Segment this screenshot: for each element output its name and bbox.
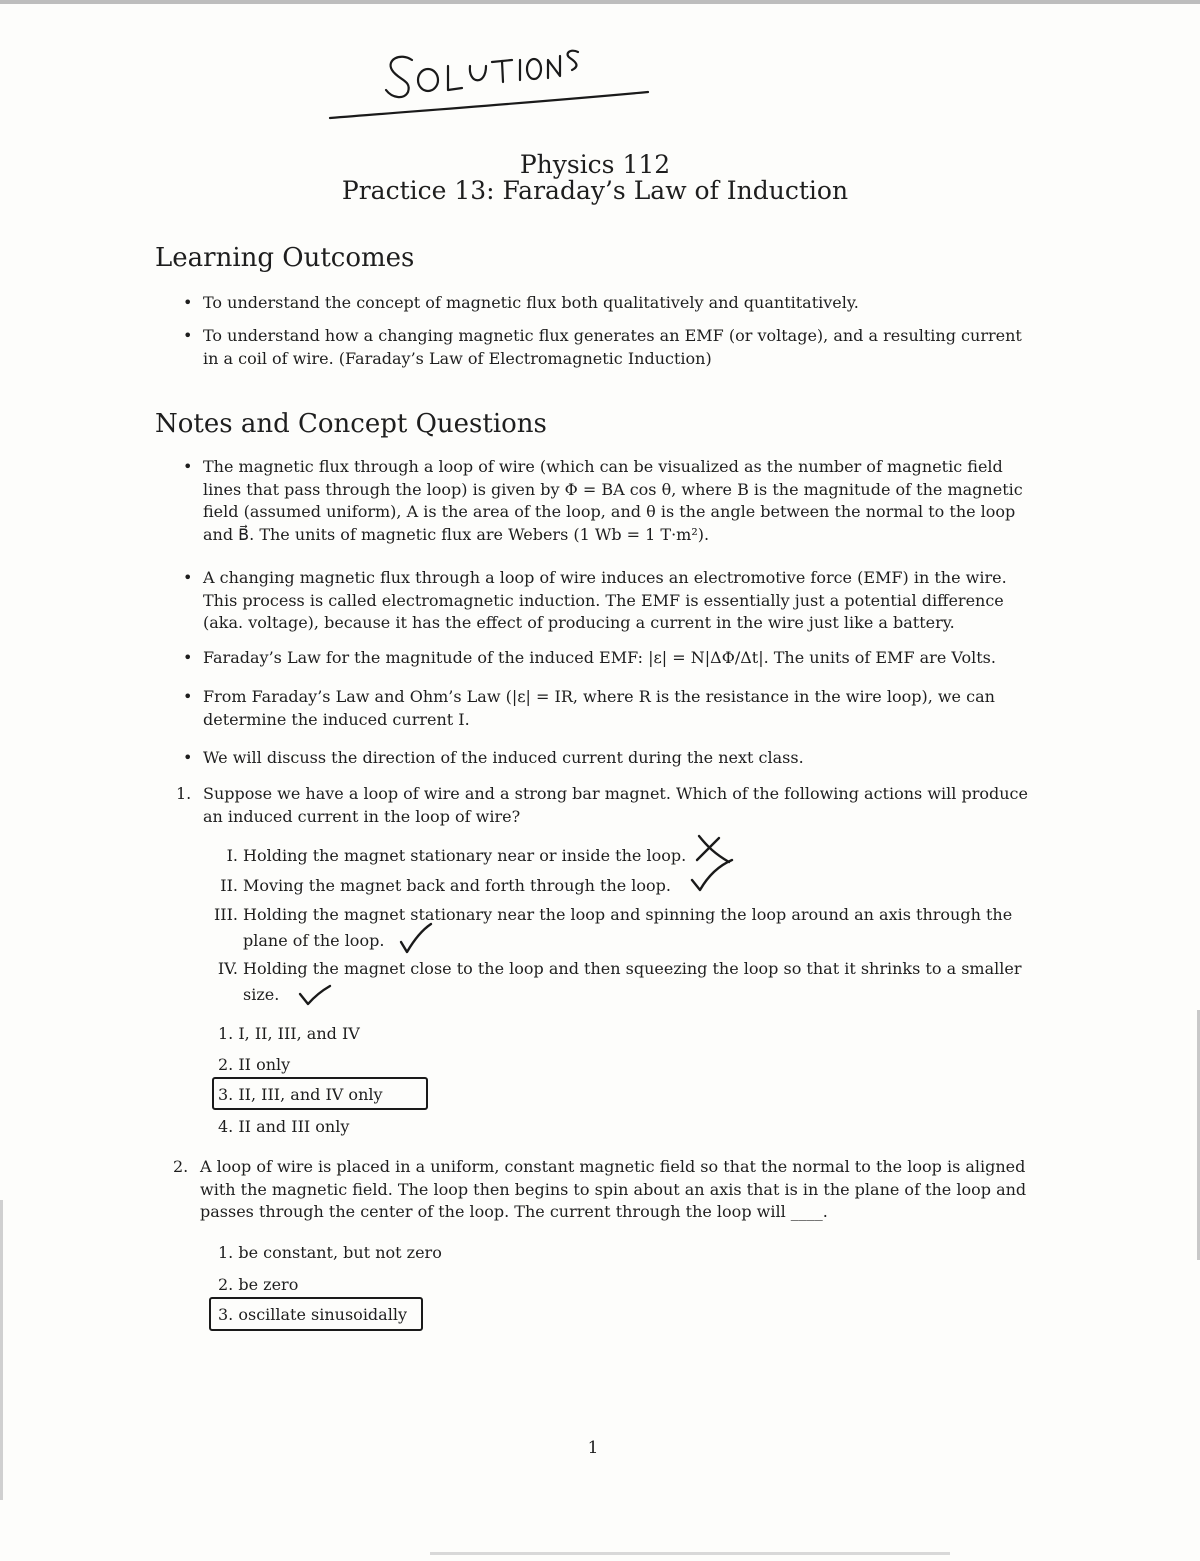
bullet: • <box>183 457 193 476</box>
statement-iii <box>213 902 1035 954</box>
q1-option-4: 4. II and III only <box>218 1117 350 1136</box>
statement-text: Moving the magnet back and forth through the loop. <box>243 876 672 895</box>
question-number: 1. <box>176 784 192 803</box>
q1-option-1: 1. I, II, III, and IV <box>218 1024 360 1043</box>
answer-box <box>212 1077 428 1110</box>
note-item: • A changing magnetic flux through a loop of wire induces an electromotive force (EMF) in the wire. This process is called electromagnetic induction. The EMF is essentially just a potential difference (aka. voltage), because it has the effect of producing a current in the wire just like a battery. <box>183 568 1007 632</box>
question-2 <box>173 1156 1035 1224</box>
question-1 <box>176 783 1038 828</box>
note-item: • Faraday’s Law for the magnitude of the induced EMF: |ε| = N|ΔΦ/Δt|. The units of EMF are Volts. <box>203 647 1038 670</box>
outcome-item: • To understand the concept of magnetic flux both qualitatively and quantitatively. <box>203 292 1038 315</box>
outcome-item: • To understand how a changing magnetic flux generates an EMF (or voltage), and a resulting current in a coil of wire. (Faraday’s Law of Electromagnetic Induction) <box>183 326 1022 368</box>
statement-numeral: III. <box>213 905 238 924</box>
check-mark-icon <box>398 922 434 956</box>
course-title: Physics 112 <box>519 150 671 179</box>
notes-heading: Notes and Concept Questions <box>155 409 547 439</box>
statement-i <box>226 843 1035 869</box>
statement-numeral: IV. <box>217 959 238 978</box>
learning-outcomes-heading: Learning Outcomes <box>155 243 415 273</box>
answer-box <box>209 1297 423 1331</box>
practice-title: Practice 13: Faraday’s Law of Induction <box>341 176 849 205</box>
statement-iv <box>217 956 1035 1008</box>
bullet: • <box>183 326 193 345</box>
note-item: • From Faraday’s Law and Ohm’s Law (|ε| = IR, where R is the resistance in the wire loop), we can determine the induced current I. <box>183 687 995 729</box>
bullet: • <box>183 568 193 587</box>
q2-option-2: 2. be zero <box>218 1275 299 1294</box>
q1-option-3: 3. II, III, and IV only <box>218 1085 383 1104</box>
bullet: • <box>183 293 193 312</box>
handwritten-solutions-label <box>320 40 660 130</box>
check-mark-icon <box>297 982 333 1008</box>
question-text: A loop of wire is placed in a uniform, constant magnetic field so that the normal to the loop is aligned with the magnetic field. The loop then begins to spin about an axis that is in the plane of the loop and passes through the center of the loop. The current through the loop will ____. <box>200 1157 1027 1221</box>
note-item: • We will discuss the direction of the induced current during the next class. <box>203 747 1038 770</box>
statement-text: Holding the magnet close to the loop and then squeezing the loop so that it shrinks to a smaller size. <box>243 959 1022 1004</box>
q2-option-3: 3. oscillate sinusoidally <box>218 1305 407 1324</box>
question-text: Suppose we have a loop of wire and a strong bar magnet. Which of the following actions will produce an induced current in the loop of wire? <box>203 784 1028 826</box>
statement-text: Holding the magnet stationary near or inside the loop. <box>243 846 687 865</box>
q1-option-2: 2. II only <box>218 1055 291 1074</box>
statement-text: Holding the magnet stationary near the loop and spinning the loop around an axis through the plane of the loop. <box>243 905 1013 950</box>
statement-numeral: I. <box>226 846 238 865</box>
bullet: • <box>183 687 193 706</box>
q2-option-1: 1. be constant, but not zero <box>218 1243 442 1262</box>
statement-ii <box>220 873 1035 899</box>
question-number: 2. <box>173 1157 189 1176</box>
note-item: • The magnetic flux through a loop of wire (which can be visualized as the number of magnetic field lines that pass through the loop) is given by Φ = BA cos θ, where B is the magnitude of the magnetic field (assumed uniform), A is the area of the loop, and θ is the angle between the normal to the loop and B⃗. The units of magnetic flux are Webers (1 Wb = 1 T·m²). <box>183 457 1023 544</box>
statement-numeral: II. <box>220 876 238 895</box>
check-mark-icon <box>688 858 736 894</box>
bullet: • <box>183 648 193 667</box>
scan-edge-bottom <box>430 1552 950 1555</box>
page-number: 1 <box>587 1438 599 1458</box>
bullet: • <box>183 748 193 767</box>
scan-edge-top <box>0 0 1200 4</box>
